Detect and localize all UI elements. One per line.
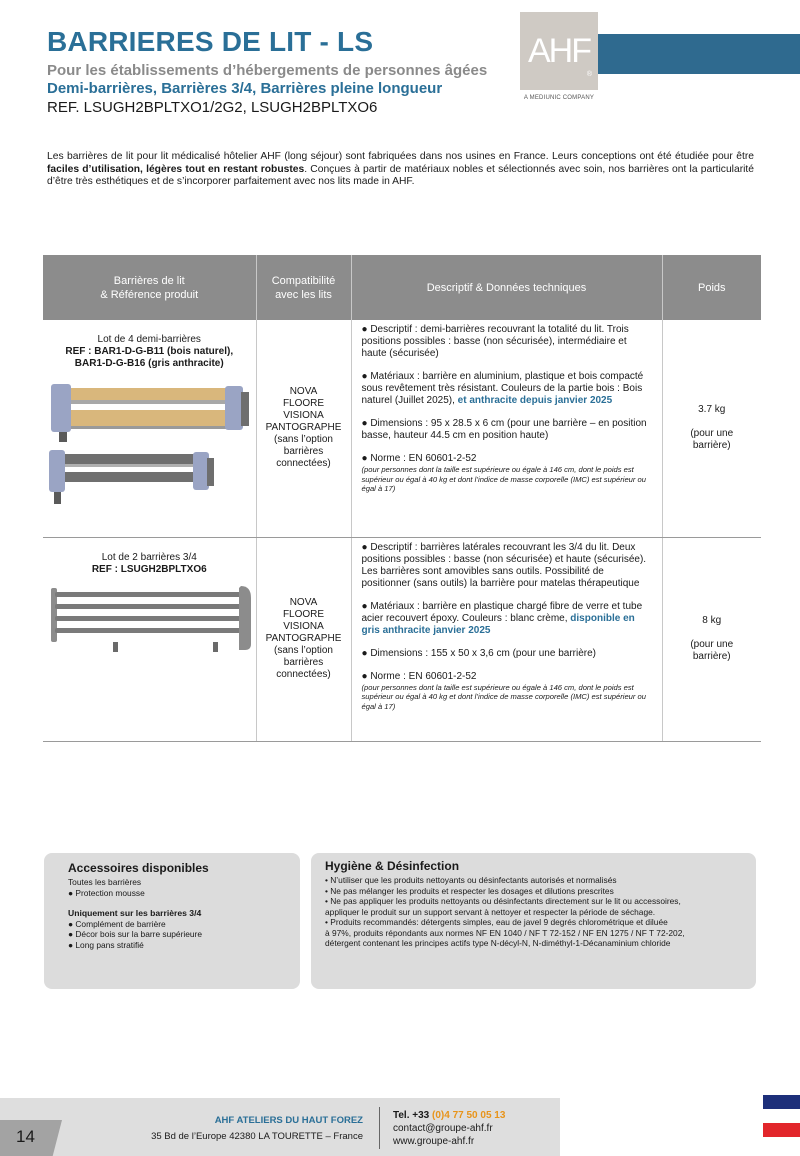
product-ref-line1: REF : BAR1-D-G-B11 (bois naturel), (65, 346, 234, 357)
logo-text: AHF (528, 31, 590, 70)
intro-text-2: . Conçues à partir de matériaux nobles et sélectionnés avec soin, nos barrières ont la particularité d’être très esthétiques et de s’incorporer parfaitement avec nos lits made in AHF. (47, 163, 754, 187)
intro-text-1: Les barrières de lit pour lit médicalisé hôtelier AHF (long séjour) sont fabriquées dans nos usines en France. Leurs conceptions ont été étudiée pour être (47, 151, 754, 162)
page-number: 14 (16, 1127, 35, 1146)
desc-materiaux-text: ● Matériaux : barrière en plastique chargé fibre de verre et tube acier recouvert époxy. Couleurs : blanc crème, (361, 600, 643, 624)
desc-dimensions: ● Dimensions : 95 x 28.5 x 6 cm (pour une barrière – en position basse, hauteur 44.5 cm en position haute) (361, 418, 647, 441)
product-lot: Lot de 2 barrières 3/4 (101, 551, 197, 563)
compat-line: barrières (283, 446, 324, 458)
ahf-logo (520, 12, 598, 90)
desc-materiaux (362, 371, 654, 407)
product-ref-line2: BAR1-D-G-B16 (gris anthracite) (74, 358, 224, 369)
desc-norme-text: ● Norme : EN 60601-2-52 (361, 670, 477, 682)
hygiene-line: détergent contenant les principes actifs type N-décyl-N, N-diméthyl-1-Décanaminium chloride (325, 938, 671, 948)
hygiene-line: • Produits recommandés: détergents simples, eau de javel 9 degrés chlorométrique et diluée (325, 917, 668, 927)
weight-cell (662, 320, 761, 537)
desc-materiaux (362, 601, 654, 637)
compat-line: VISIONA (283, 621, 324, 632)
product-cell (43, 537, 256, 741)
header-compat-line2: avec les lits (275, 288, 332, 301)
footer-company: AHF ATELIERS DU HAUT FOREZ (214, 1115, 363, 1126)
compat-line: NOVA (289, 386, 318, 398)
compat-line: VISIONA (283, 410, 324, 422)
desc-materiaux-highlight: et anthracite depuis janvier 2025 (457, 395, 613, 406)
desc-cell (351, 537, 662, 741)
weight-value: 8 kg (702, 615, 722, 626)
header-band (598, 34, 800, 74)
compat-line: (sans l’option (274, 434, 333, 446)
header-product (43, 255, 256, 320)
accessories-item: ● Décor bois sur la barre supérieure (68, 929, 202, 939)
compat-line: connectées) (276, 458, 331, 470)
table-row (43, 320, 761, 537)
logo-registered-mark: ® (586, 71, 592, 78)
accessories-item: ● Long pans stratifié (68, 939, 144, 950)
desc-descriptif: ● Descriptif : demi-barrières recouvrant la totalité du lit. Trois positions possibles : basse (non sécurisée), intermédiaire et haute (sécurisée) (361, 324, 629, 359)
accessories-item: ● Complément de barrière (68, 918, 166, 929)
compat-line: PANTOGRAPHE (265, 633, 342, 644)
hygiene-line: • Ne pas appliquer les produits nettoyants ou désinfectants directement sur le lit ou accessoires, (325, 896, 681, 906)
hygiene-title: Hygiène & Désinfection (325, 859, 460, 873)
compat-line: FLOORE (282, 398, 325, 410)
accessories-box (44, 853, 300, 989)
compat-cell (256, 320, 351, 537)
footer-phone-label: Tel. +33 (393, 1110, 433, 1121)
product-lot: Lot de 4 demi-barrières (97, 334, 201, 345)
header-product-line1: Barrières de lit (113, 274, 185, 287)
half-bed-rail-image (47, 374, 252, 514)
footer-divider (379, 1107, 380, 1149)
reference-line: REF. LSUGH2BPLTXO1/2G2, LSUGH2BPLTXO6 (47, 99, 378, 116)
header-compat-line1: Compatibilité (271, 274, 336, 287)
desc-materiaux-highlight: disponible en gris anthracite janvier 2025 (361, 612, 635, 636)
compat-line: FLOORE (282, 609, 325, 620)
footer-email[interactable]: contact@groupe-ahf.fr (393, 1123, 493, 1134)
subtitle-audience: Pour les établissements d’hébergements de personnes âgées (47, 62, 488, 79)
header-product-line2: & Référence produit (100, 288, 199, 301)
desc-norme-note: (pour personnes dont la taille est supérieure ou égale à 146 cm, dont le poids est supérieur ou égal à 40 kg et dont l’indice de masse corporelle (IMC) est supérieur ou égal à 17) (361, 682, 646, 711)
hygiene-line: • Ne pas mélanger les produits et respecter les dosages et dilutions prescrites (325, 885, 614, 896)
compat-line: barrières (283, 657, 324, 668)
accessories-all-label: Toutes les barrières (68, 877, 142, 887)
product-cell (43, 320, 256, 537)
three-quarter-bed-rail-image (47, 580, 252, 660)
desc-norme (362, 453, 654, 494)
hygiene-line: à 97%, produits répondants aux normes NF EN 1040 / NF T 72-152 / NF EN 1275 / NF T 72-202, (325, 927, 685, 938)
hygiene-line: • N’utiliser que les produits nettoyants ou désinfectants autorisés et normalisés (325, 875, 617, 885)
weight-note-line1: (pour une (690, 639, 734, 650)
accessories-title: Accessoires disponibles (68, 861, 209, 875)
intro-paragraph (47, 151, 754, 189)
weight-note-line2: barrière) (692, 440, 731, 452)
french-flag-icon (763, 1095, 800, 1137)
desc-descriptif: ● Descriptif : barrières latérales recouvrant les 3/4 du lit. Deux positions possibles : basse (non sécurisée) et haute (sécurisée). Les barrières sont amovibles sans outils. Possibilité de positionner (sans outils) la barrière pour matelas thérapeutique (361, 541, 647, 589)
desc-norme-note: (pour personnes dont la taille est supérieure ou égale à 146 cm, dont le poids est supérieur ou égal à 40 kg et dont l’indice de masse corporelle (IMC) est supérieur ou égal à 17) (361, 465, 646, 493)
table-row (43, 537, 761, 741)
desc-cell (351, 320, 662, 537)
table-header-row (43, 255, 761, 320)
header-desc: Descriptif & Données techniques (351, 255, 662, 320)
weight-note-line1: (pour une (690, 428, 734, 440)
desc-norme (362, 671, 654, 712)
header-compat (256, 255, 351, 320)
desc-materiaux-text: ● Matériaux : barrière en aluminium, plastique et bois compacté sous revêtement très résistant. Couleurs de la partie bois : Bois naturel (Juillet 2025), (361, 371, 644, 406)
compat-cell (256, 537, 351, 741)
footer-phone-number: (0)4 77 50 05 13 (432, 1110, 506, 1121)
footer-website[interactable]: www.groupe-ahf.fr (393, 1136, 475, 1147)
footer-phone (393, 1110, 505, 1121)
header-weight: Poids (662, 255, 761, 320)
weight-value: 3.7 kg (698, 404, 726, 416)
weight-note-line2: barrière) (692, 651, 731, 662)
page-title: BARRIERES DE LIT - LS (47, 26, 374, 57)
logo-caption: A MEDIUNIC COMPANY (523, 95, 595, 101)
compat-line: connectées) (276, 669, 331, 680)
products-table (43, 255, 761, 742)
accessories-only-label: Uniquement sur les barrières 3/4 (68, 908, 202, 918)
footer-address: 35 Bd de l’Europe 42380 LA TOURETTE – France (151, 1131, 363, 1142)
weight-cell (662, 537, 761, 741)
subtitle-products: Demi-barrières, Barrières 3/4, Barrières pleine longueur (47, 80, 443, 97)
hygiene-line: appliquer le produit sur un support servant à nettoyer et respecter la période de séchage. (325, 906, 656, 917)
desc-dimensions: ● Dimensions : 155 x 50 x 3,6 cm (pour une barrière) (361, 647, 596, 659)
intro-bold: faciles d’utilisation, légères tout en restant robustes (47, 163, 305, 175)
product-ref-line1: REF : LSUGH2BPLTXO6 (91, 563, 207, 575)
desc-norme-text: ● Norme : EN 60601-2-52 (361, 453, 477, 464)
compat-line: (sans l’option (274, 645, 333, 656)
compat-line: PANTOGRAPHE (265, 422, 342, 434)
accessories-item: ● Protection mousse (68, 887, 145, 898)
compat-line: NOVA (289, 597, 318, 608)
hygiene-box (311, 853, 756, 989)
